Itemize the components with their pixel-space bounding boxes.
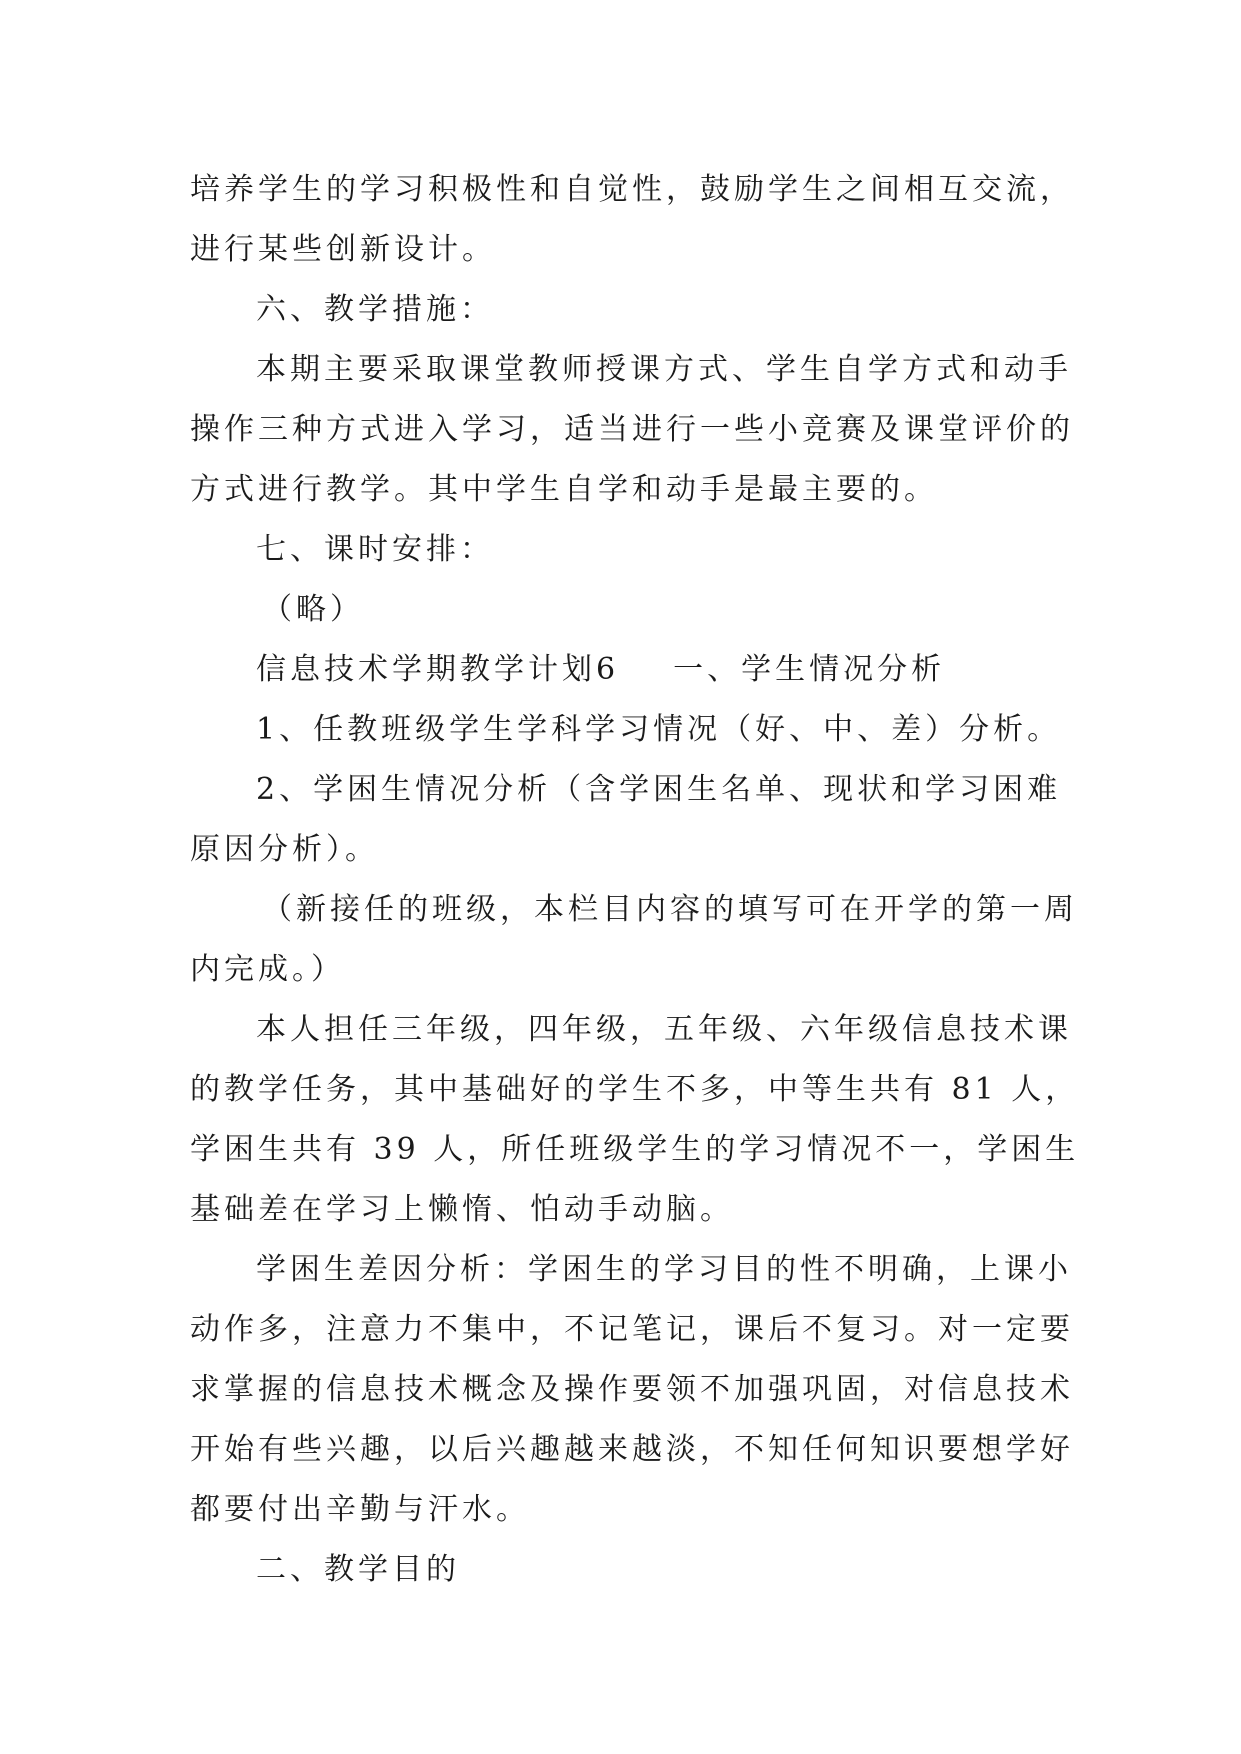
section-heading-schedule: 七、课时安排：: [256, 532, 494, 567]
paragraph-line: 本期主要采取课堂教师授课方式、学生自学方式和动手: [256, 352, 1072, 387]
plan-title-line: [190, 640, 1060, 700]
paragraph-line: 培养学生的学习积极性和自觉性，鼓励学生之间相互交流，: [190, 172, 1074, 207]
paragraph-line: 开始有些兴趣，以后兴趣越来越淡，不知任何知识要想学好: [190, 1432, 1074, 1467]
paragraph-line: 求掌握的信息技术概念及操作要领不加强巩固，对信息技术: [190, 1372, 1074, 1407]
paragraph-line: 进行某些创新设计。: [190, 232, 496, 267]
document-body: [190, 160, 1080, 1600]
paragraph-line: 内完成。）: [190, 952, 345, 987]
list-item: 1、任教班级学生学科学习情况（好、中、差）分析。: [256, 712, 1062, 747]
paragraph-line: （新接任的班级，本栏目内容的填写可在开学的第一周: [262, 892, 1078, 927]
section-heading-student-analysis: 一、学生情况分析: [673, 652, 946, 687]
paragraph-line: 方式进行教学。其中学生自学和动手是最主要的。: [190, 472, 938, 507]
paragraph-line: 都要付出辛勤与汗水。: [190, 1492, 530, 1527]
paragraph-line: 动作多，注意力不集中，不记笔记，课后不复习。对一定要: [190, 1312, 1074, 1347]
paragraph-line: 原因分析）。: [190, 832, 379, 867]
section-heading-teaching-measures: 六、教学措施：: [256, 292, 494, 327]
paragraph-line: 操作三种方式进入学习，适当进行一些小竞赛及课堂评价的: [190, 412, 1074, 447]
paragraph-line: 基础差在学习上懒惰、怕动手动脑。: [190, 1192, 734, 1227]
paragraph-line: （略）: [262, 592, 364, 627]
paragraph-line: 本人担任三年级，四年级，五年级、六年级信息技术课: [256, 1012, 1072, 1047]
paragraph-line: 的教学任务，其中基础好的学生不多，中等生共有 81 人，: [190, 1072, 1080, 1107]
paragraph-line: 学困生共有 39 人，所任班级学生的学习情况不一，学困生: [190, 1132, 1080, 1167]
paragraph-line: 学困生差因分析：学困生的学习目的性不明确，上课小: [256, 1252, 1072, 1287]
section-heading-teaching-goals: 二、教学目的: [256, 1552, 460, 1587]
list-item: 2、学困生情况分析（含学困生名单、现状和学习困难: [256, 772, 1062, 807]
plan-title: 信息技术学期教学计划6: [256, 652, 620, 687]
